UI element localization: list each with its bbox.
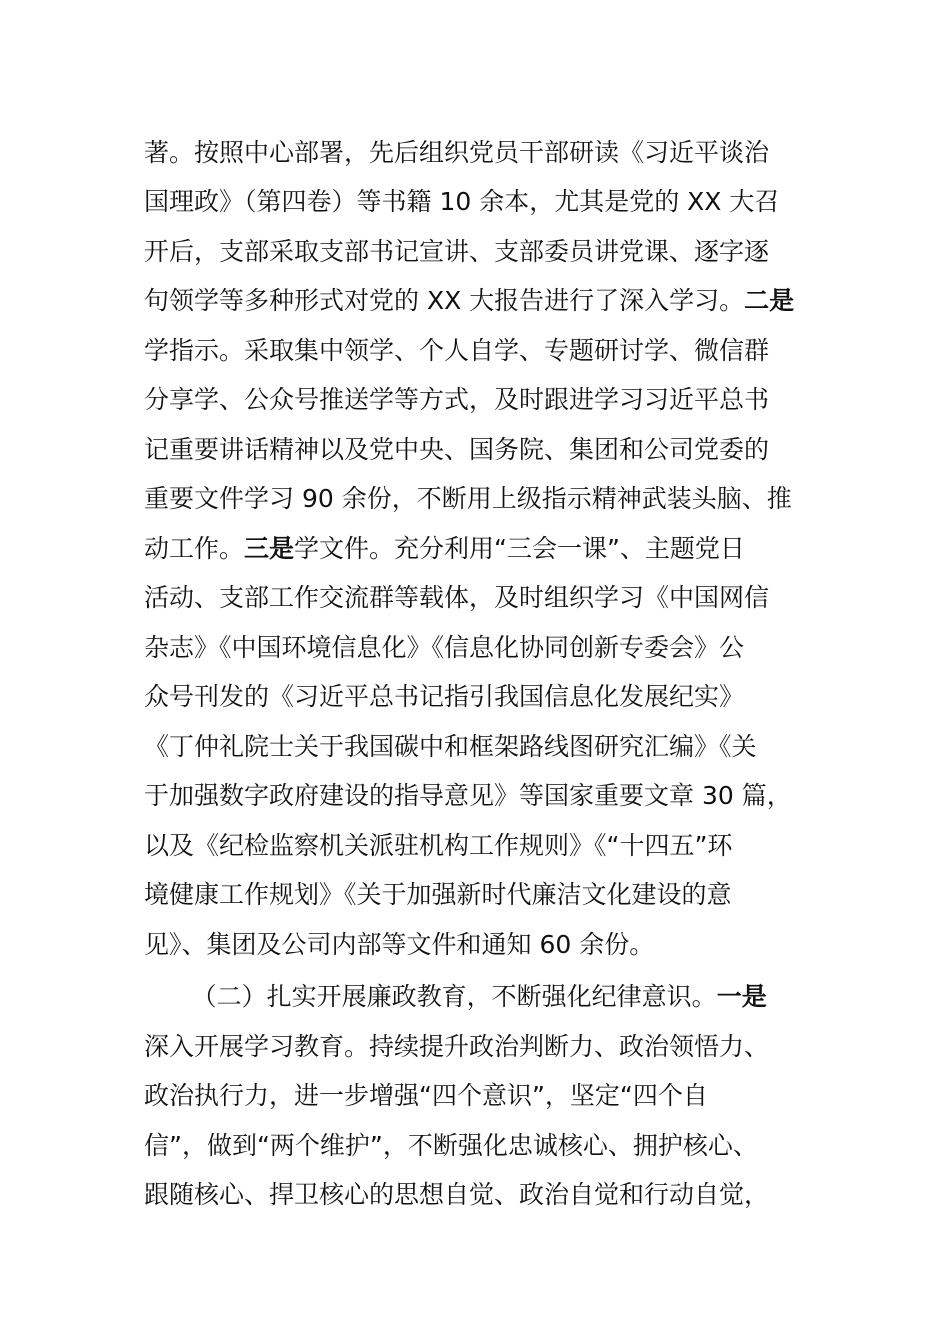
text-line: 分享学、公众号推送学等方式，及时跟进学习习近平总书	[144, 385, 770, 414]
text-line: 以及《纪检监察机关派驻机构工作规则》《“十四五”环	[144, 831, 733, 860]
text-line: 信”，做到“两个维护”，不断强化忠诚核心、拥护核心、	[144, 1131, 758, 1160]
text-line: 见》、集团及公司内部等文件和通知 60 余份。	[144, 930, 655, 959]
text-line: 重要文件学习 90 余份，不断用上级指示精神武装头脑、推	[144, 484, 792, 513]
text-line: 跟随核心、捍卫核心的思想自觉、政治自觉和行动自觉，	[144, 1180, 770, 1209]
text-line: 深入开展学习教育。持续提升政治判断力、政治领悟力、	[144, 1032, 770, 1061]
text-line: 活动、支部工作交流群等载体，及时组织学习《中国网信	[144, 583, 770, 612]
text-line: 动工作。三是学文件。充分利用“三会一课”、主题党日	[144, 534, 745, 563]
text-line: 杂志》《中国环境信息化》《信息化协同创新专委会》公	[144, 633, 745, 662]
text-line: 著。按照中心部署，先后组织党员干部研读《习近平谈治	[144, 138, 770, 167]
text-line: 学指示。采取集中领学、个人自学、专题研讨学、微信群	[144, 336, 770, 365]
text-line: 政治执行力，进一步增强“四个意识”，坚定“四个自	[144, 1081, 708, 1110]
text-line: 境健康工作规划》《关于加强新时代廉洁文化建设的意	[144, 880, 732, 909]
text-line: （二）扎实开展廉政教育，不断强化纪律意识。一是	[144, 982, 767, 1011]
text-line: 开后，支部采取支部书记宣讲、支部委员讲党课、逐字逐	[144, 237, 770, 266]
text-line: 句领学等多种形式对党的 XX 大报告进行了深入学习。二是	[144, 286, 795, 315]
text-line: 众号刊发的《习近平总书记指引我国信息化发展纪实》	[144, 682, 745, 711]
text-line: 国理政》（第四卷）等书籍 10 余本，尤其是党的 XX 大召	[144, 187, 780, 216]
text-line: 记重要讲话精神以及党中央、国务院、集团和公司党委的	[144, 435, 770, 464]
text-line: 《丁仲礼院士关于我国碳中和框架路线图研究汇编》《关	[144, 732, 757, 761]
text-line: 于加强数字政府建设的指导意见》等国家重要文章 30 篇，	[144, 781, 792, 810]
